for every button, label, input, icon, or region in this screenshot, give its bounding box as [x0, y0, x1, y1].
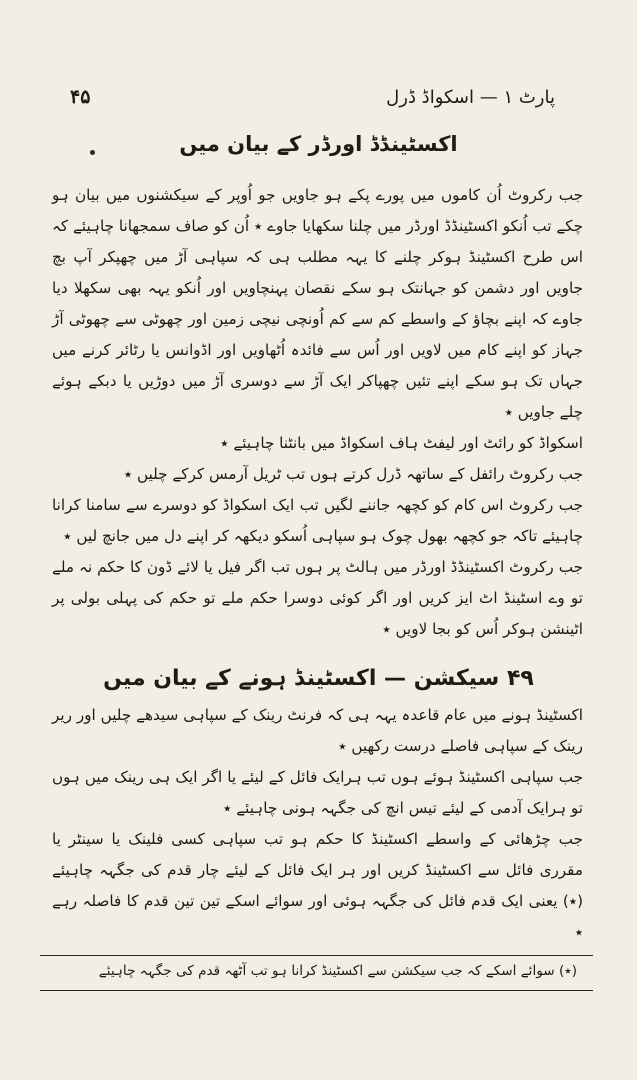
running-title: پارٹ ۱ — اسکواڈ ڈرل	[386, 87, 555, 108]
footnote-rule-bottom	[40, 990, 593, 991]
paragraph: جب رکروٹ اُن کاموں میں پورے پکے ہو جاویں جو اُوپر کے سیکشنوں میں بیان ہو چکے تب اُنکو اکسٹینڈڈ اورڈر میں چلنا سکھایا جاوے ٭ اُن کو صاف سمجھانا چاہیئے کہ اس طرح اکسٹینڈ ہوکر چلنے کا یہہ مطلب ہی کہ سپاہی آڑ میں چھپکر آپ بچ جاویں اور دشمن کو جہانتک ہو سکے نقصان پہنچاویں اور اُنکو یہہ بھی سکھلا دیا جاوے کہ اپنے بچاؤ کے واسطے کم سے کم اُونچی نیچی زمین اور چھوٹی سے چھوٹی آڑ جہاز کو اپنے کام میں لاویں اور اُس سے فائدہ اُٹھاویں اور اڈوانس یا رٹائر کرنے میں جہاں تک ہو سکے اپنے تئیں چھپاکر ایک آڑ سے دوسری آڑ میں دوڑیں یا دبکے ہوئے چلے جاویں ٭	[52, 186, 583, 421]
page-number: ۴۵	[70, 86, 91, 108]
paragraph: جب رکروٹ اس کام کو کچھہ جاننے لگیں تب ایک اسکواڈ کو دوسرے سے سامنا کرانا چاہیئے تاکہ جو کچھہ بھول چوک ہو سپاہی اُسکو دیکھہ کر اپنے دل میں جانچ لیں ٭	[52, 496, 583, 545]
paragraph: جب رکروٹ رائفل کے ساتھہ ڈرل کرتے ہوں تب ٹریل آرمس کرکے چلیں ٭	[123, 465, 583, 483]
footnote: (٭) سوائے اسکے کہ جب سیکشن سے اکسٹینڈ کرانا ہو تب آٹھہ قدم کی جگہہ چاہیئے	[98, 963, 577, 979]
paragraph: اکسٹینڈ ہونے میں عام قاعدہ یہہ ہی کہ فرنٹ رینک کے سپاہی سیدھے چلیں اور ریر رینک کے سپاہی فاصلے درست رکھیں ٭	[52, 706, 583, 755]
page-header	[70, 86, 555, 108]
section-body-49	[52, 700, 583, 948]
footnote-rule-top	[40, 955, 593, 956]
paragraph: اسکواڈ کو رائٹ اور لیفٹ ہاف اسکواڈ میں بانٹنا چاہیئے ٭	[220, 434, 583, 452]
section-heading-49: ۴۹ سیکشن — اکسٹینڈ ہونے کے بیان میں	[103, 666, 534, 691]
ink-dot	[90, 150, 95, 155]
paragraph: جب سپاہی اکسٹینڈ ہوئے ہوں تب ہرایک فائل کے لیئے یا اگر ایک ہی رینک میں ہوں تو ہرایک آدمی کے لیئے تیس انچ کی جگہہ ہونی چاہیئے ٭	[52, 768, 583, 817]
section-heading-extended-order: اکسٹینڈڈ اورڈر کے بیان میں	[179, 132, 458, 156]
paragraph: جب چڑھائی کے واسطے اکسٹینڈ کا حکم ہو تب سپاہی کسی فلینک یا سینٹر یا مقرری فائل سے اکسٹینڈ کریں اور ہر ایک فائل کے لیئے چار قدم کی جگہہ چاہیئے (٭) یعنی ایک قدم فائل کی جگہہ ہوئی اور سوائے اسکے تین تین قدم کا فاصلہ رہے ٭	[52, 830, 583, 941]
paragraph: جب رکروٹ اکسٹینڈڈ اورڈر میں ہالٹ پر ہوں تب اگر فیل یا لائے ڈون کا حکم نہ ملے تو وے اسٹینڈ اٹ ایز کریں اور اگر کوئی دوسرا حکم ملے تو حکم کی پہلی بولی پر اٹینشن ہوکر اُس کو بجا لاویں ٭	[52, 558, 583, 638]
section-body-extended-order	[52, 180, 583, 645]
